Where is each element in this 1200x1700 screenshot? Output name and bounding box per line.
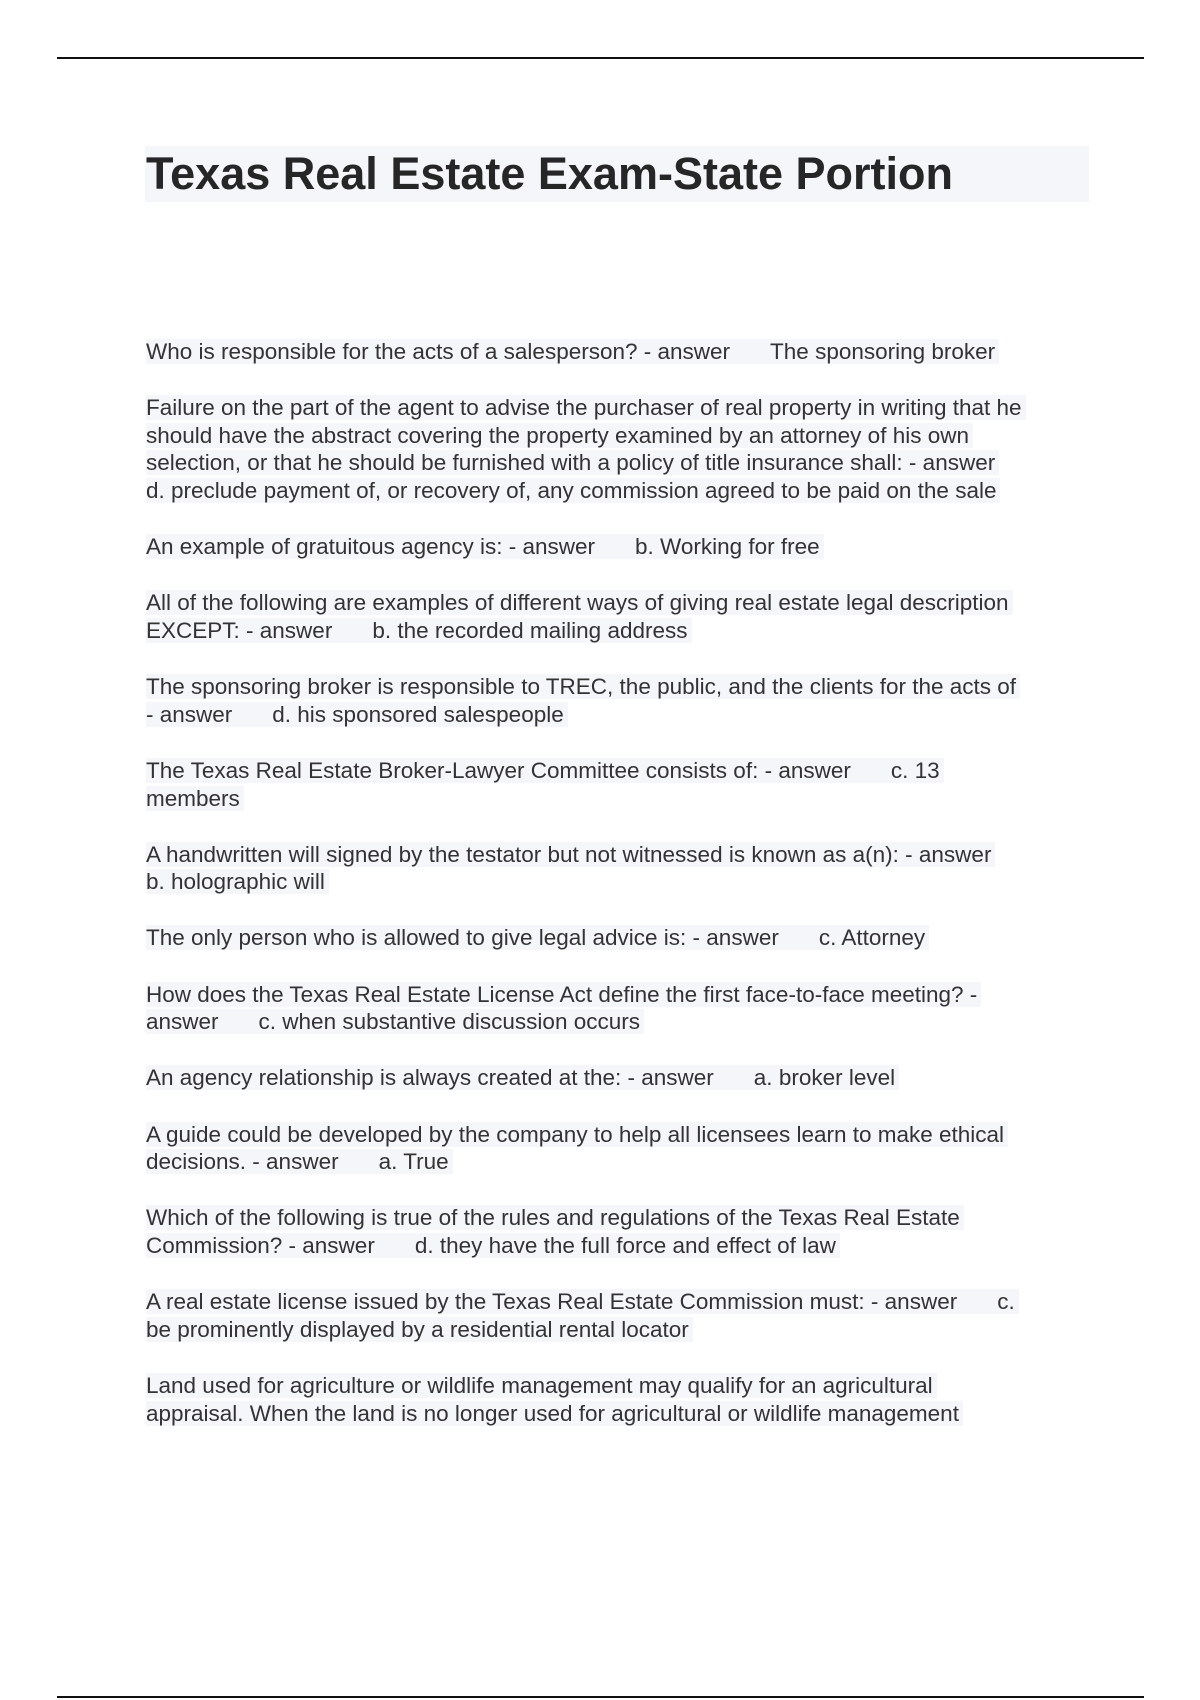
answer-text: b. Working for free [634,534,820,560]
qa-text: b. holographic will [146,869,325,895]
qa-line [146,924,1096,952]
qa-text: The Texas Real Estate Broker-Lawyer Committee consists of: - answer [146,757,851,783]
qa-line [146,1400,1096,1428]
qa-line-highlight [146,1065,899,1090]
qa-line [146,1204,1096,1232]
qa-line-highlight [146,423,973,448]
qa-line-highlight [146,339,999,364]
qa-item [146,673,1096,728]
qa-line [146,701,1096,729]
qa-text: d. preclude payment of, or recovery of, any commission agreed to be paid on the sale [146,477,997,503]
qa-text: The sponsoring broker is responsible to TREC, the public, and the clients for the acts of [146,674,1017,700]
qa-line-highlight [146,1149,453,1174]
qa-text: Who is responsible for the acts of a salesperson? - answer [146,339,731,364]
qa-text: A guide could be developed by the company to help all licensees learn to make ethical [146,1121,1005,1147]
qa-line [146,868,1096,896]
qa-line-highlight [146,1289,1019,1314]
qa-line-highlight [146,702,568,727]
qa-line [146,1232,1096,1260]
qa-line-highlight [146,869,329,894]
qa-item [146,589,1096,644]
qa-text: - answer [146,701,233,727]
qa-line-highlight [146,1317,693,1342]
qa-text: Which of the following is true of the rules and regulations of the Texas Real Estate [146,1205,960,1231]
qa-line-highlight [146,925,929,950]
qa-line-highlight [146,786,244,811]
qa-line [146,422,1096,450]
qa-line-highlight [146,618,692,643]
qa-line [146,1008,1096,1036]
qa-line-highlight [146,842,995,867]
qa-item [146,924,1096,952]
qa-line [146,841,1096,869]
qa-text: EXCEPT: - answer [146,617,333,643]
qa-line [146,533,1096,561]
qa-text: An example of gratuitous agency is: - answer [146,534,595,560]
answer-text: d. his sponsored salespeople [272,701,564,727]
answer-text: d. they have the full force and effect of law [414,1233,836,1258]
qa-line-highlight [146,1205,964,1230]
qa-text: The only person who is allowed to give legal advice is: - answer [146,925,779,951]
qa-item [146,1288,1096,1343]
qa-line [146,1372,1096,1400]
answer-text: c. when substantive discussion occurs [258,1009,640,1035]
qa-line [146,617,1096,645]
top-rule [57,57,1144,59]
qa-item [146,1204,1096,1259]
qa-text: appraisal. When the land is no longer used for agricultural or wildlife management [146,1400,959,1426]
qa-line [146,394,1096,422]
qa-item [146,394,1096,504]
qa-line [146,785,1096,813]
qa-item [146,1372,1096,1427]
qa-line [146,1288,1096,1316]
qa-line [146,449,1096,477]
answer-text: The sponsoring broker [770,339,996,364]
qa-line-highlight [146,450,999,475]
qa-text: answer [146,1009,219,1035]
qa-line [146,1064,1096,1092]
qa-line-highlight [146,590,1013,615]
qa-line [146,673,1096,701]
qa-line-highlight [146,1401,963,1426]
qa-list [146,338,1096,1456]
qa-line [146,1316,1096,1344]
answer-text: a. broker level [753,1065,896,1091]
qa-line-highlight [146,758,944,783]
qa-text: Commission? - answer [146,1233,375,1258]
qa-text: How does the Texas Real Estate License Act define the first face-to-face meeting? - [146,981,978,1007]
qa-line-highlight [146,1373,937,1398]
qa-text: An agency relationship is always created at the: - answer [146,1065,714,1091]
bottom-rule [57,1696,1144,1698]
answer-text: c. Attorney [818,925,926,951]
answer-text: b. the recorded mailing address [372,617,688,643]
qa-line-highlight [146,1233,840,1258]
qa-text: selection, or that he should be furnished with a policy of title insurance shall: - answer [146,450,996,476]
qa-text: be prominently displayed by a residential rental locator [146,1316,689,1342]
qa-item [146,981,1096,1036]
qa-text: All of the following are examples of different ways of giving real estate legal description [146,590,1009,616]
qa-line [146,477,1096,505]
document-title: Texas Real Estate Exam-State Portion [146,148,953,199]
qa-line [146,1148,1096,1176]
qa-line-highlight [146,982,981,1007]
qa-item [146,1064,1096,1092]
qa-line [146,757,1096,785]
qa-line-highlight [146,395,1026,420]
qa-item [146,757,1096,812]
qa-text: members [146,785,240,811]
qa-line [146,1121,1096,1149]
qa-item [146,533,1096,561]
qa-line-highlight [146,1009,644,1034]
qa-text: Failure on the part of the agent to advise the purchaser of real property in writing that he [146,395,1022,421]
qa-line-highlight [146,478,1000,503]
answer-text: c. 13 [890,757,940,783]
qa-text: A real estate license issued by the Texas Real Estate Commission must: - answer [146,1289,958,1315]
qa-line-highlight [146,674,1020,699]
qa-line [146,981,1096,1009]
qa-line-highlight [146,534,824,559]
qa-item [146,338,1096,366]
qa-text: A handwritten will signed by the testator but not witnessed is known as a(n): - answer [146,841,992,867]
qa-text: Land used for agriculture or wildlife management may qualify for an agricultural [146,1372,933,1398]
answer-text: c. [997,1289,1015,1315]
answer-text: a. True [378,1149,449,1175]
qa-text: should have the abstract covering the property examined by an attorney of his own [146,422,969,448]
qa-text: decisions. - answer [146,1149,339,1175]
qa-item [146,841,1096,896]
qa-item [146,1121,1096,1176]
qa-line-highlight [146,1122,1008,1147]
qa-line [146,338,1096,366]
qa-line [146,589,1096,617]
